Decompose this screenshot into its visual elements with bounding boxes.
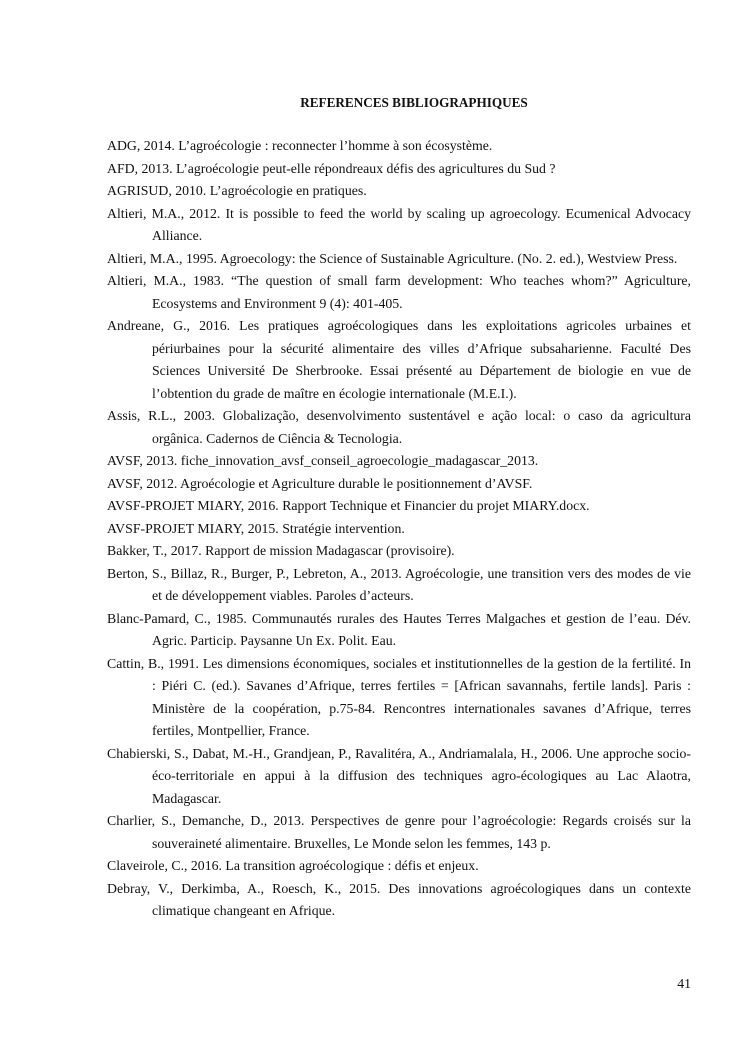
reference-item: Altieri, M.A., 1995. Agroecology: the Science of Sustainable Agriculture. (No. 2. ed.), Westview Press. (107, 250, 678, 266)
page-number: 41 (677, 976, 691, 991)
reference-item: Berton, S., Billaz, R., Burger, P., Lebreton, A., 2013. Agroécologie, une transition vers des modes de vie et de développement viables. Paroles d’acteurs. (107, 565, 691, 603)
page-title: REFERENCES BIBLIOGRAPHIQUES (300, 95, 528, 110)
reference-item: Charlier, S., Demanche, D., 2013. Perspectives de genre pour l’agroécologie: Regards croisés sur la souveraineté alimentaire. Bruxelles, Le Monde selon les femmes, 143 p. (107, 813, 691, 851)
reference-item: Claveirole, C., 2016. La transition agroécologique : défis et enjeux. (107, 858, 479, 873)
reference-item: AGRISUD, 2010. L’agroécologie en pratiques. (107, 183, 367, 198)
reference-item: AFD, 2013. L’agroécologie peut-elle répondreaux défis des agricultures du Sud ? (107, 160, 556, 176)
reference-item: AVSF, 2013. fiche_innovation_avsf_conseil_agroecologie_madagascar_2013. (107, 453, 539, 468)
reference-item: Debray, V., Derkimba, A., Roesch, K., 2015. Des innovations agroécologiques dans un contexte climatique changeant en Afrique. (107, 880, 691, 918)
reference-item: AVSF-PROJET MIARY, 2015. Stratégie intervention. (107, 520, 405, 536)
reference-item: Chabierski, S., Dabat, M.-H., Grandjean, P., Ravalitéra, A., Andriamalala, H., 2006. Une approche socio-éco-territoriale en appui à la diffusion des techniques agro-écologiques au Lac Alaotra, Madagascar. (107, 745, 691, 806)
reference-item: ADG, 2014. L’agroécologie : reconnecter l’homme à son écosystème. (107, 138, 493, 153)
reference-item: Altieri, M.A., 2012. It is possible to feed the world by scaling up agroecology. Ecumenical Advocacy Alliance. (107, 205, 691, 243)
reference-item: Bakker, T., 2017. Rapport de mission Madagascar (provisoire). (107, 543, 455, 558)
reference-item: AVSF, 2012. Agroécologie et Agriculture durable le positionnement d’AVSF. (107, 475, 533, 491)
reference-item: Cattin, B., 1991. Les dimensions économiques, sociales et institutionnelles de la gestion de la fertilité. In : Piéri C. (ed.). Savanes d’Afrique, terres fertiles = [African savannahs, fertile lands]. Paris : Ministère de la coopération, p.75-84. Rencontres internationales savanes d’Afrique, terres fertiles, Montpellier, France. (107, 655, 691, 738)
reference-item: Andreane, G., 2016. Les pratiques agroécologiques dans les exploitations agricoles urbaines et périurbaines pour la sécurité alimentaire des villes d’Afrique subsaharienne. Faculté Des Sciences Université De Sherbrooke. Essai présenté au Département de biologie en vue de l’obtention du grade de maître en écologie internationale (M.E.I.). (107, 318, 691, 401)
reference-list (107, 135, 691, 923)
reference-item: AVSF-PROJET MIARY, 2016. Rapport Technique et Financier du projet MIARY.docx. (107, 498, 590, 513)
reference-item: Blanc-Pamard, C., 1985. Communautés rurales des Hautes Terres Malgaches et gestion de l’eau. Dév. Agric. Particip. Paysanne Un Ex. Polit. Eau. (107, 610, 691, 648)
reference-item: Assis, R.L., 2003. Globalização, desenvolvimento sustentável e ação local: o caso da agricultura orgânica. Cadernos de Ciência & Tecnologia. (107, 408, 691, 446)
reference-item: Altieri, M.A., 1983. “The question of small farm development: Who teaches whom?” Agriculture, Ecosystems and Environment 9 (4): 401-405. (107, 273, 691, 311)
